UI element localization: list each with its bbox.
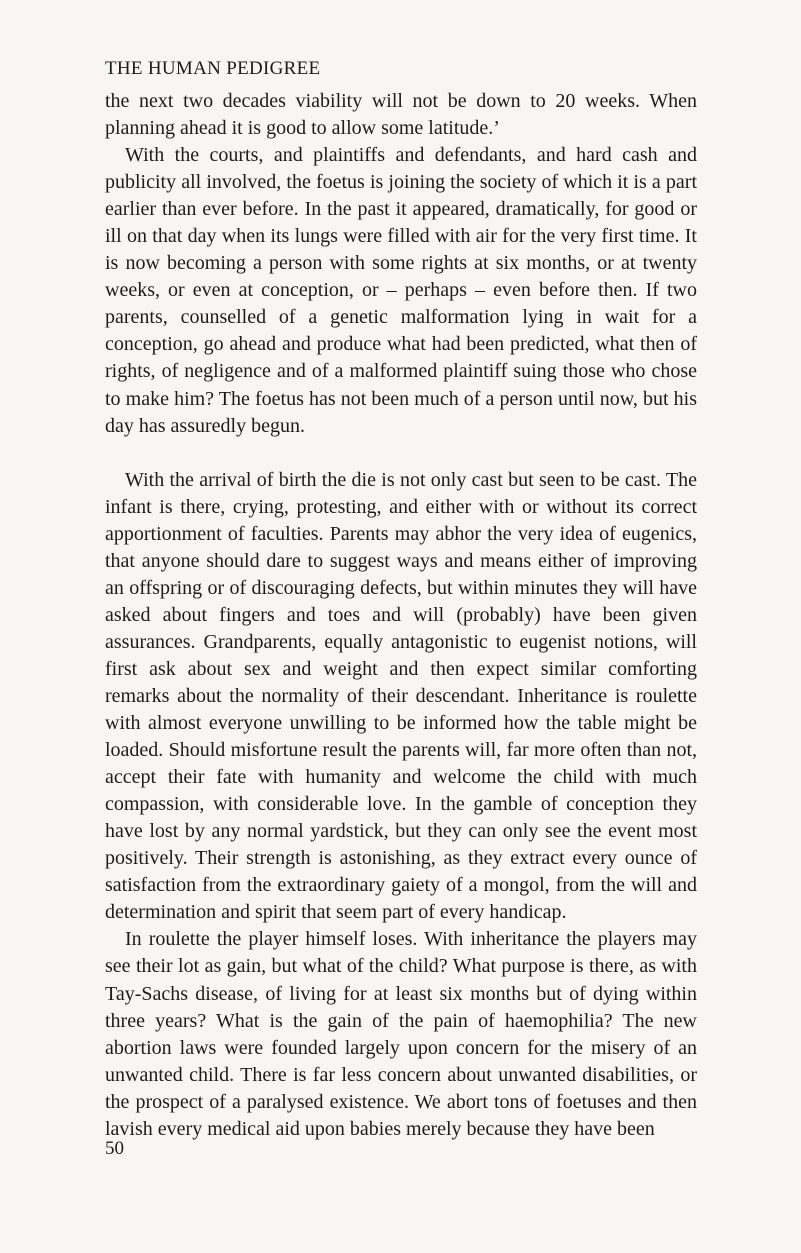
paragraph-section-start: With the arrival of birth the die is not only cast but seen to be cast. The infant is there, crying, protesting, and either with or without its correct apportionment of faculties. Parents may abhor the very idea of eugenics, that anyone should dare to suggest ways and means either of improving an offspring or of discouraging defects, but within minutes they will have asked about fingers and toes and will (probably) have been given assurances. Grandparents, equally antagonistic to eugenist notions, will first ask about sex and weight and then expect similar comforting remarks about the normality of their descendant. Inheritance is roulette with almost everyone unwilling to be informed how the table might be loaded. Should misfortune result the parents will, far more often than not, accept their fate with humanity and welcome the child with much compassion, with considerable love. In the gamble of conception they have lost by any normal yardstick, but they can only see the event most positively. Their strength is astonishing, as they extract every ounce of satisfaction from the extraordinary gaiety of a mongol, from the will and determination and spirit that seem part of every handicap. [105, 468, 697, 924]
paragraph-continued: the next two decades viability will not be down to 20 weeks. When planning ahead it is good to allow some latitude.’ [105, 90, 697, 140]
paragraph: In roulette the player himself loses. With inheritance the players may see their lot as gain, but what of the child? What purpose is there, as with Tay-Sachs disease, of living for at least six months but of dying within three years? What is the gain of the pain of haemophilia? The new abortion laws were founded largely upon concern for the misery of an unwanted child. There is far less concern about unwanted disabilities, or the prospect of a paralysed existence. We abort tons of foetuses and then lavish every medical aid upon babies merely because they have been [105, 928, 697, 1140]
page-number: 50 [105, 1138, 124, 1159]
body-text [105, 88, 697, 1143]
paragraph: With the courts, and plaintiffs and defendants, and hard cash and publicity all involved, the foetus is joining the society of which it is a part earlier than ever before. In the past it appeared, dramatically, for good or ill on that day when its lungs were filled with air for the very first time. It is now becoming a person with some rights at six months, or at twenty weeks, or even at conception, or – perhaps – even before then. If two parents, counselled of a genetic malformation lying in wait for a conception, go ahead and produce what had been predicted, what then of rights, of negligence and of a malformed plaintiff suing those who chose to make him? The foetus has not been much of a person until now, but his day has assuredly begun. [105, 144, 697, 437]
running-head: THE HUMAN PEDIGREE [105, 58, 321, 79]
